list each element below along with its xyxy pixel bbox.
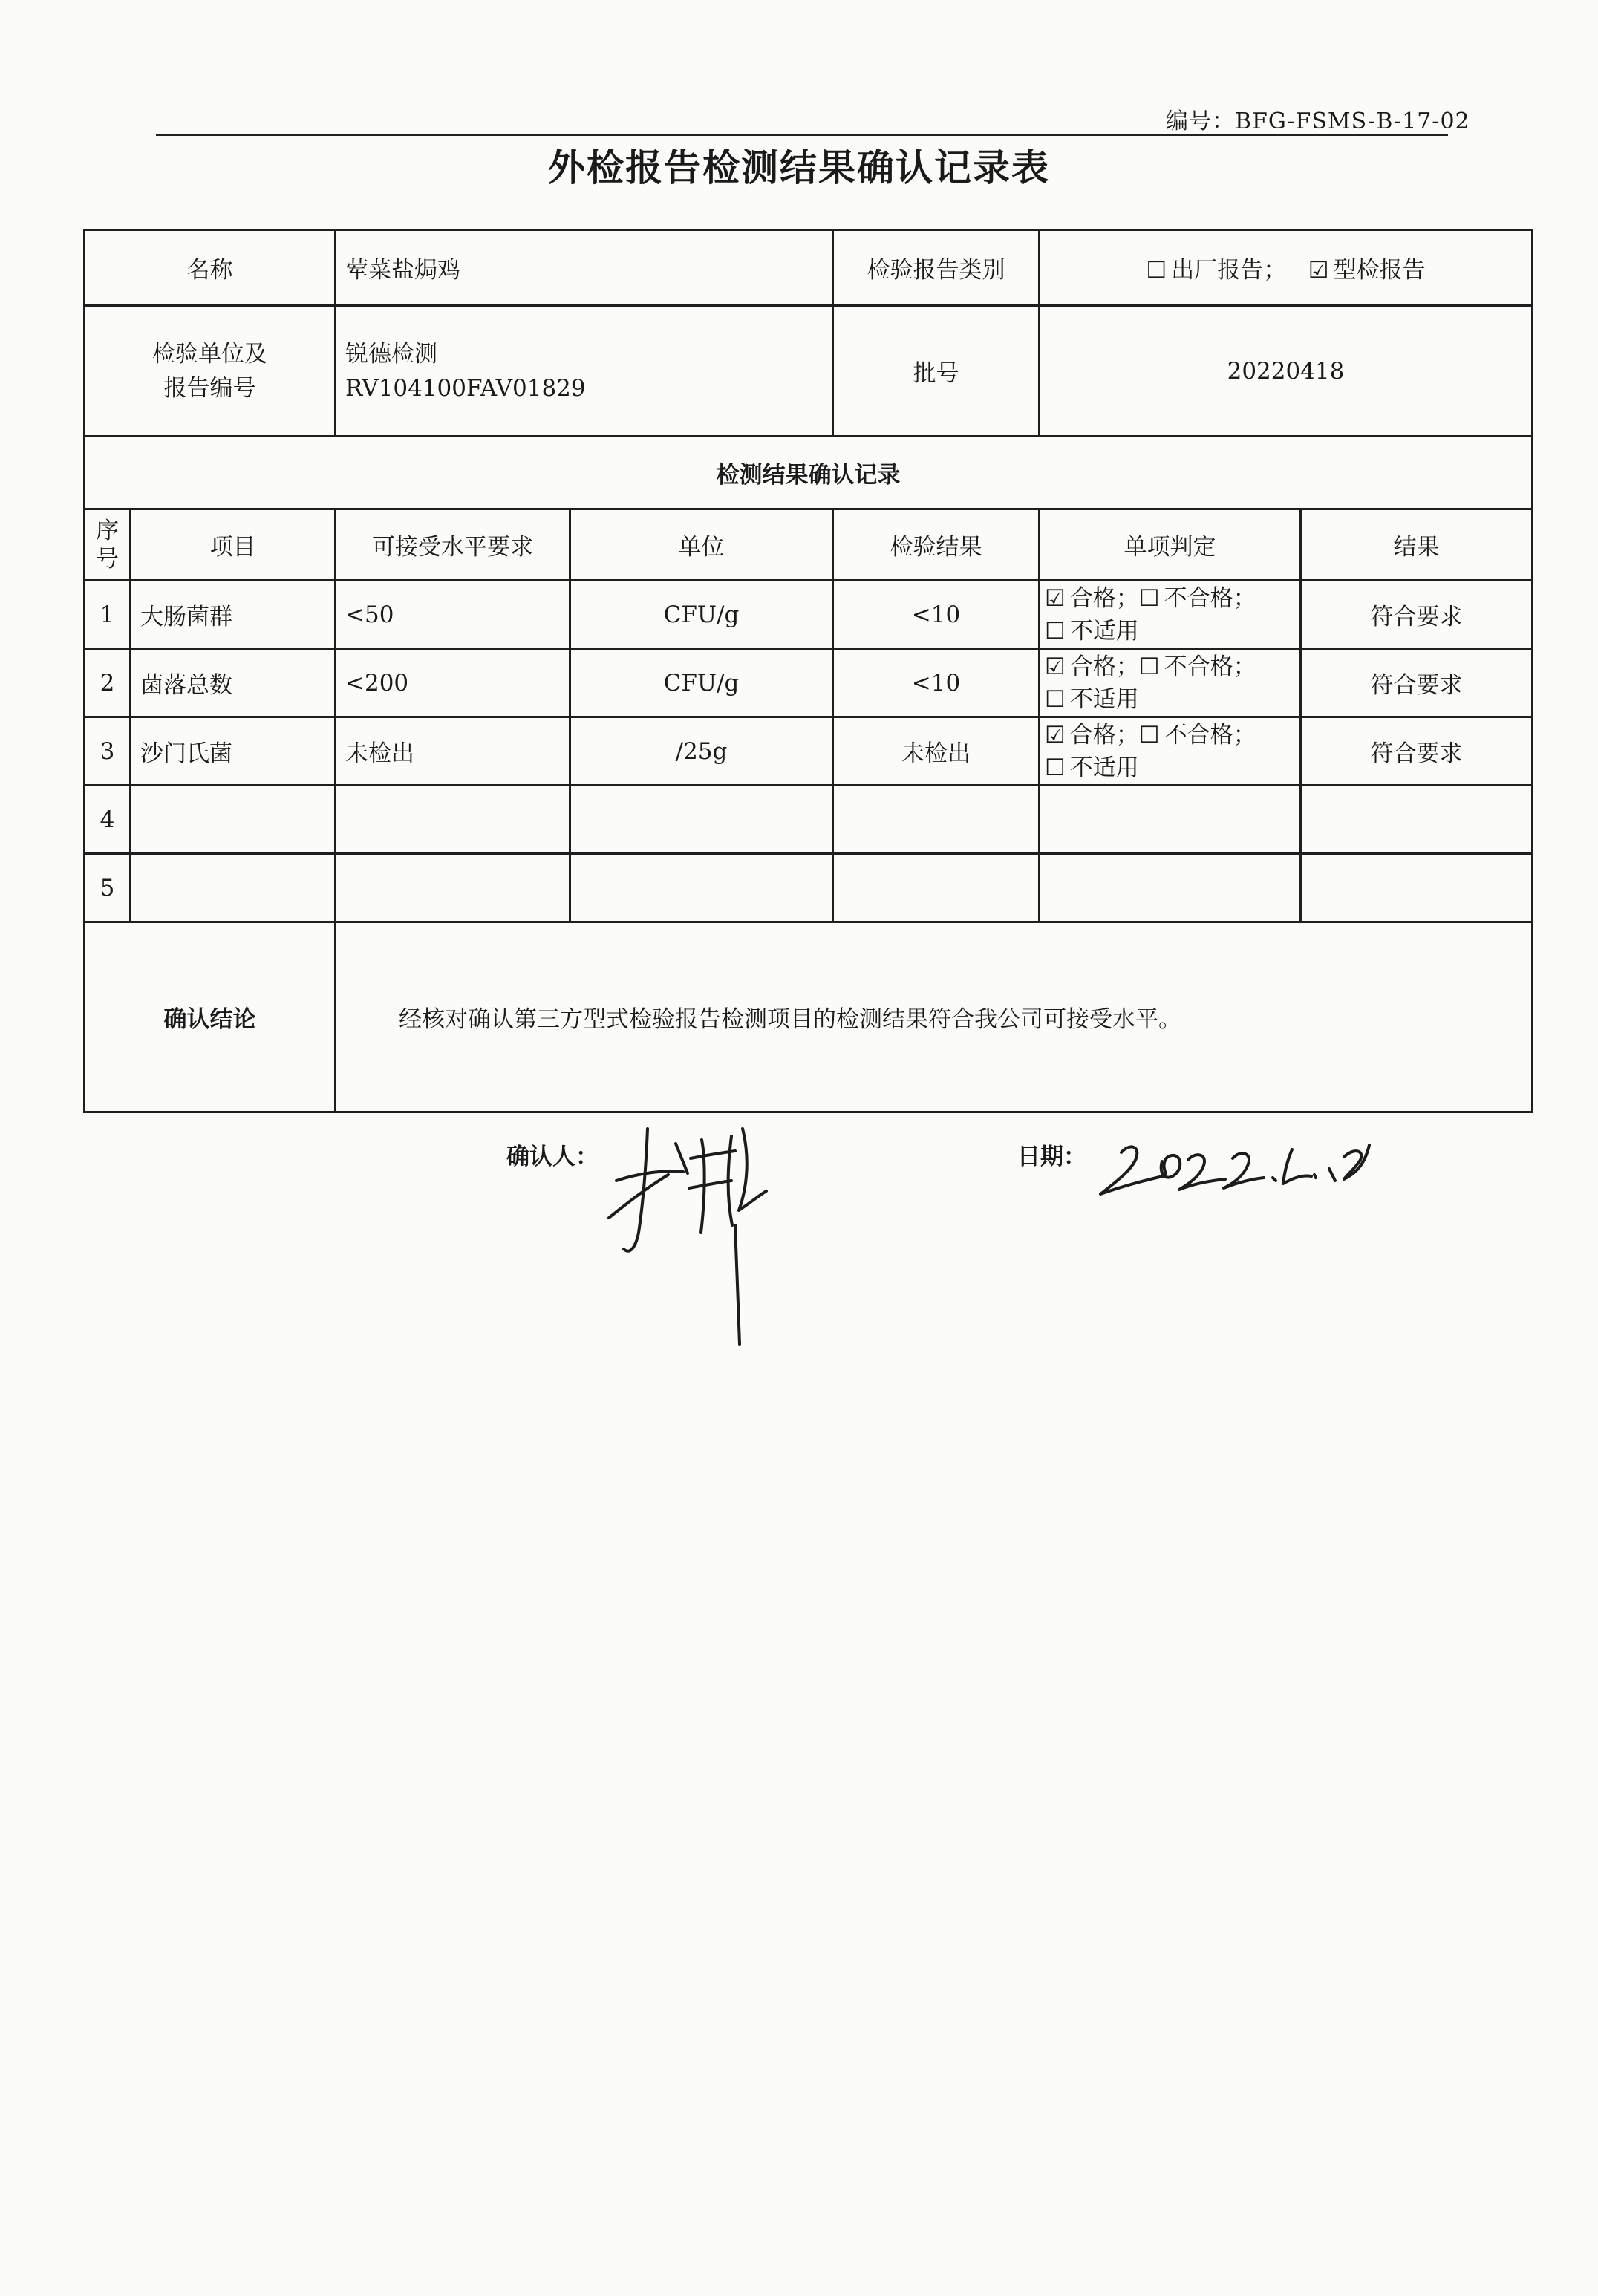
record-table	[83, 229, 1533, 1113]
test-unit-name: 锐德检测	[345, 340, 437, 368]
name-value: 荤菜盐焗鸡	[336, 230, 833, 306]
row-unit: CFU/g	[570, 649, 833, 717]
empty-cell	[336, 854, 570, 922]
row-conclusion: 符合要求	[1301, 581, 1533, 649]
section-row	[85, 437, 1533, 509]
report-type-label: 检验报告类别	[833, 230, 1040, 306]
row-limit: 未检出	[336, 717, 570, 786]
pass-label: 合格；	[1069, 653, 1139, 680]
fail-label: 不合格；	[1164, 653, 1256, 680]
checkbox-pass[interactable]: ☑	[1045, 584, 1066, 612]
row-result: <10	[833, 649, 1040, 717]
conclusion-label: 确认结论	[85, 922, 336, 1112]
conclusion-text: 经核对确认第三方型式检验报告检测项目的检测结果符合我公司可接受水平。	[336, 922, 1533, 1112]
checkbox-factory-report[interactable]: ☐	[1146, 257, 1167, 284]
empty-cell	[131, 854, 336, 922]
unit-label-line2: 报告编号	[163, 374, 256, 402]
unit-label	[85, 306, 336, 437]
col-result: 检验结果	[833, 509, 1040, 581]
col-unit: 单位	[570, 509, 833, 581]
header-row-name	[85, 230, 1533, 306]
col-seq-line1: 序	[96, 517, 119, 544]
na-label: 不适用	[1069, 754, 1139, 781]
row-limit: <200	[336, 649, 570, 717]
confirmer-label: 确认人：	[506, 1144, 599, 1170]
row-judge	[1040, 581, 1301, 649]
checkbox-type-report[interactable]: ☑	[1308, 257, 1329, 284]
header-rule	[156, 134, 1448, 136]
row-judge	[1040, 649, 1301, 717]
unit-value	[336, 306, 833, 437]
col-seq	[85, 509, 131, 581]
factory-report-label: 出厂报告；	[1171, 257, 1287, 284]
row-unit: CFU/g	[570, 581, 833, 649]
empty-cell	[570, 786, 833, 854]
row-seq: 2	[85, 649, 131, 717]
row-seq: 4	[85, 786, 131, 854]
col-limit: 可接受水平要求	[336, 509, 570, 581]
document-number: 编号：BFG-FSMS-B-17-02	[1166, 108, 1470, 134]
empty-cell	[336, 786, 570, 854]
unit-label-line1: 检验单位及	[152, 340, 267, 368]
row-seq: 5	[85, 854, 131, 922]
checkbox-fail[interactable]: ☐	[1138, 653, 1160, 680]
empty-cell	[833, 786, 1040, 854]
checkbox-na[interactable]: ☐	[1045, 685, 1066, 713]
col-seq-line2: 号	[96, 545, 119, 573]
checkbox-pass[interactable]: ☑	[1045, 653, 1066, 680]
table-row	[85, 649, 1533, 717]
na-label: 不适用	[1069, 617, 1139, 645]
checkbox-fail[interactable]: ☐	[1138, 584, 1160, 612]
row-seq: 3	[85, 717, 131, 786]
column-header-row	[85, 509, 1533, 581]
empty-cell	[1040, 854, 1301, 922]
conclusion-row	[85, 922, 1533, 1112]
table-row	[85, 581, 1533, 649]
col-item: 项目	[131, 509, 336, 581]
report-type-options	[1040, 230, 1533, 306]
pass-label: 合格；	[1069, 721, 1139, 749]
checkbox-na[interactable]: ☐	[1045, 754, 1066, 781]
row-item: 沙门氏菌	[131, 717, 336, 786]
empty-cell	[1301, 854, 1533, 922]
pass-label: 合格；	[1069, 584, 1139, 612]
row-limit: <50	[336, 581, 570, 649]
checkbox-fail[interactable]: ☐	[1138, 721, 1160, 749]
confirmer-signature	[594, 1114, 802, 1359]
empty-cell	[131, 786, 336, 854]
date-label: 日期：	[1017, 1144, 1086, 1170]
name-label: 名称	[85, 230, 336, 306]
header-row-unit	[85, 306, 1533, 437]
row-result: 未检出	[833, 717, 1040, 786]
table-row-empty	[85, 854, 1533, 922]
checkbox-pass[interactable]: ☑	[1045, 721, 1066, 749]
table-row	[85, 717, 1533, 786]
col-judge: 单项判定	[1040, 509, 1301, 581]
empty-cell	[1301, 786, 1533, 854]
table-row-empty	[85, 786, 1533, 854]
section-title: 检测结果确认记录	[85, 437, 1533, 509]
row-conclusion: 符合要求	[1301, 649, 1533, 717]
empty-cell	[833, 854, 1040, 922]
checkbox-na[interactable]: ☐	[1045, 617, 1066, 645]
batch-label: 批号	[833, 306, 1040, 437]
row-unit: /25g	[570, 717, 833, 786]
empty-cell	[570, 854, 833, 922]
date-signature	[1092, 1115, 1374, 1204]
row-result: <10	[833, 581, 1040, 649]
row-seq: 1	[85, 581, 131, 649]
row-conclusion: 符合要求	[1301, 717, 1533, 786]
row-judge	[1040, 717, 1301, 786]
col-conclusion: 结果	[1301, 509, 1533, 581]
page-title: 外检报告检测结果确认记录表	[548, 146, 1050, 189]
fail-label: 不合格；	[1164, 584, 1256, 612]
type-report-label: 型检报告	[1333, 257, 1426, 284]
empty-cell	[1040, 786, 1301, 854]
row-item: 菌落总数	[131, 649, 336, 717]
report-number: RV104100FAV01829	[345, 374, 586, 402]
fail-label: 不合格；	[1164, 721, 1256, 749]
row-item: 大肠菌群	[131, 581, 336, 649]
batch-value: 20220418	[1040, 306, 1533, 437]
na-label: 不适用	[1069, 685, 1139, 713]
